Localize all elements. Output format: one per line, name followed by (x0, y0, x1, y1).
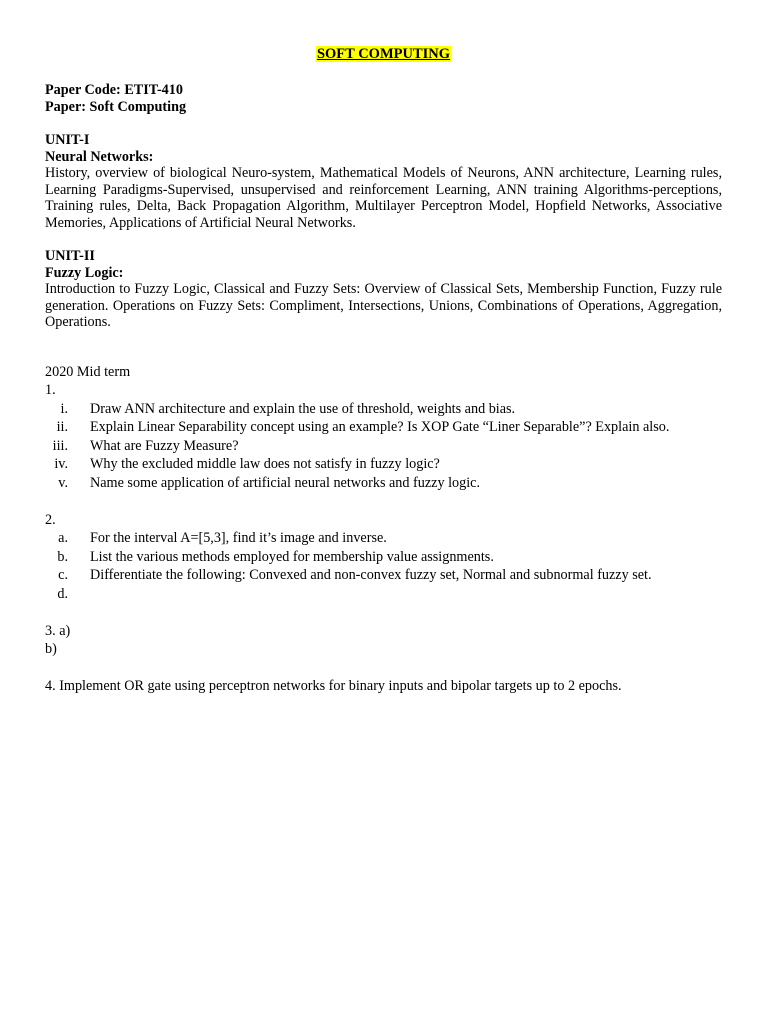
question-2-item (45, 548, 722, 567)
question-2-number: 2. (45, 511, 56, 528)
unit-2-body: Introduction to Fuzzy Logic, Classical and Fuzzy Sets: Overview of Classical Sets, Membership Function, Fuzzy rule generation. Operations on Fuzzy Sets: Compliment, Intersections, Unions, Combinations of Operations, Aggregation, Operations. (45, 281, 722, 330)
list-marker: iii. (52, 437, 68, 454)
unit-1-section (45, 132, 722, 231)
question-text: Differentiate the following: Convexed and non-convex fuzzy set, Normal and subnormal fuzzy set. (90, 567, 652, 584)
unit-2-heading: UNIT-II (45, 248, 95, 264)
unit-2-section (45, 248, 722, 331)
list-marker: i. (60, 400, 68, 417)
list-marker: iv. (54, 456, 68, 473)
paper-name: Paper: Soft Computing (45, 98, 187, 115)
paper-code: Paper Code: ETIT-410 (45, 82, 183, 98)
question-3a: 3. a) (45, 622, 71, 639)
document-page (45, 46, 722, 695)
question-1-list (45, 400, 722, 493)
midterm-section (45, 363, 722, 696)
list-marker: v. (58, 475, 68, 492)
question-4: 4. Implement OR gate using perceptron networks for binary inputs and bipolar targets up to 2 epochs. (45, 677, 622, 694)
document-title: SOFT COMPUTING (316, 46, 451, 62)
question-1-item (45, 400, 722, 419)
unit-1-subheading: Neural Networks: (45, 148, 154, 165)
question-text: List the various methods employed for membership value assignments. (90, 548, 494, 565)
document-title-wrap (45, 46, 722, 66)
unit-1-body: History, overview of biological Neuro-system, Mathematical Models of Neurons, ANN architecture, Learning rules, Learning Paradigms-Supervised, unsupervised and reinforcement Learning, ANN training Algorithms-perceptions, Training rules, Delta, Back Propagation Algorithm, Multilayer Perceptron Model, Hopfield Networks, Associative Memories, Applications of Artificial Neural Networks. (45, 165, 722, 231)
question-text: Draw ANN architecture and explain the use of threshold, weights and bias. (90, 400, 516, 417)
question-1-item (45, 474, 722, 493)
spacer (45, 231, 722, 248)
list-marker: d. (57, 586, 68, 603)
midterm-heading: 2020 Mid term (45, 363, 131, 380)
list-marker: b. (57, 548, 68, 565)
unit-1-heading: UNIT-I (45, 132, 90, 148)
list-marker: a. (58, 530, 68, 547)
question-1-item (45, 418, 722, 437)
question-text: Name some application of artificial neural networks and fuzzy logic. (90, 475, 481, 492)
question-text: Why the excluded middle law does not satisfy in fuzzy logic? (90, 456, 440, 473)
question-text: Explain Linear Separability concept using an example? Is XOP Gate “Liner Separable”? Explain also. (90, 419, 670, 436)
question-1-item (45, 437, 722, 456)
question-1-item (45, 455, 722, 474)
spacer (45, 659, 722, 677)
spacer (45, 331, 722, 363)
question-2-item (45, 566, 722, 585)
question-3b: b) (45, 641, 57, 658)
spacer (45, 115, 722, 132)
question-2-item (45, 585, 722, 604)
question-2-item (45, 529, 722, 548)
question-2-list (45, 529, 722, 603)
spacer (45, 604, 722, 622)
spacer (45, 493, 722, 511)
list-marker: ii. (56, 419, 68, 436)
unit-2-subheading: Fuzzy Logic: (45, 264, 124, 281)
list-marker: c. (58, 567, 68, 584)
question-1-number: 1. (45, 382, 56, 399)
question-text: For the interval A=[5,3], find it’s image and inverse. (90, 530, 387, 547)
question-text: What are Fuzzy Measure? (90, 437, 239, 454)
